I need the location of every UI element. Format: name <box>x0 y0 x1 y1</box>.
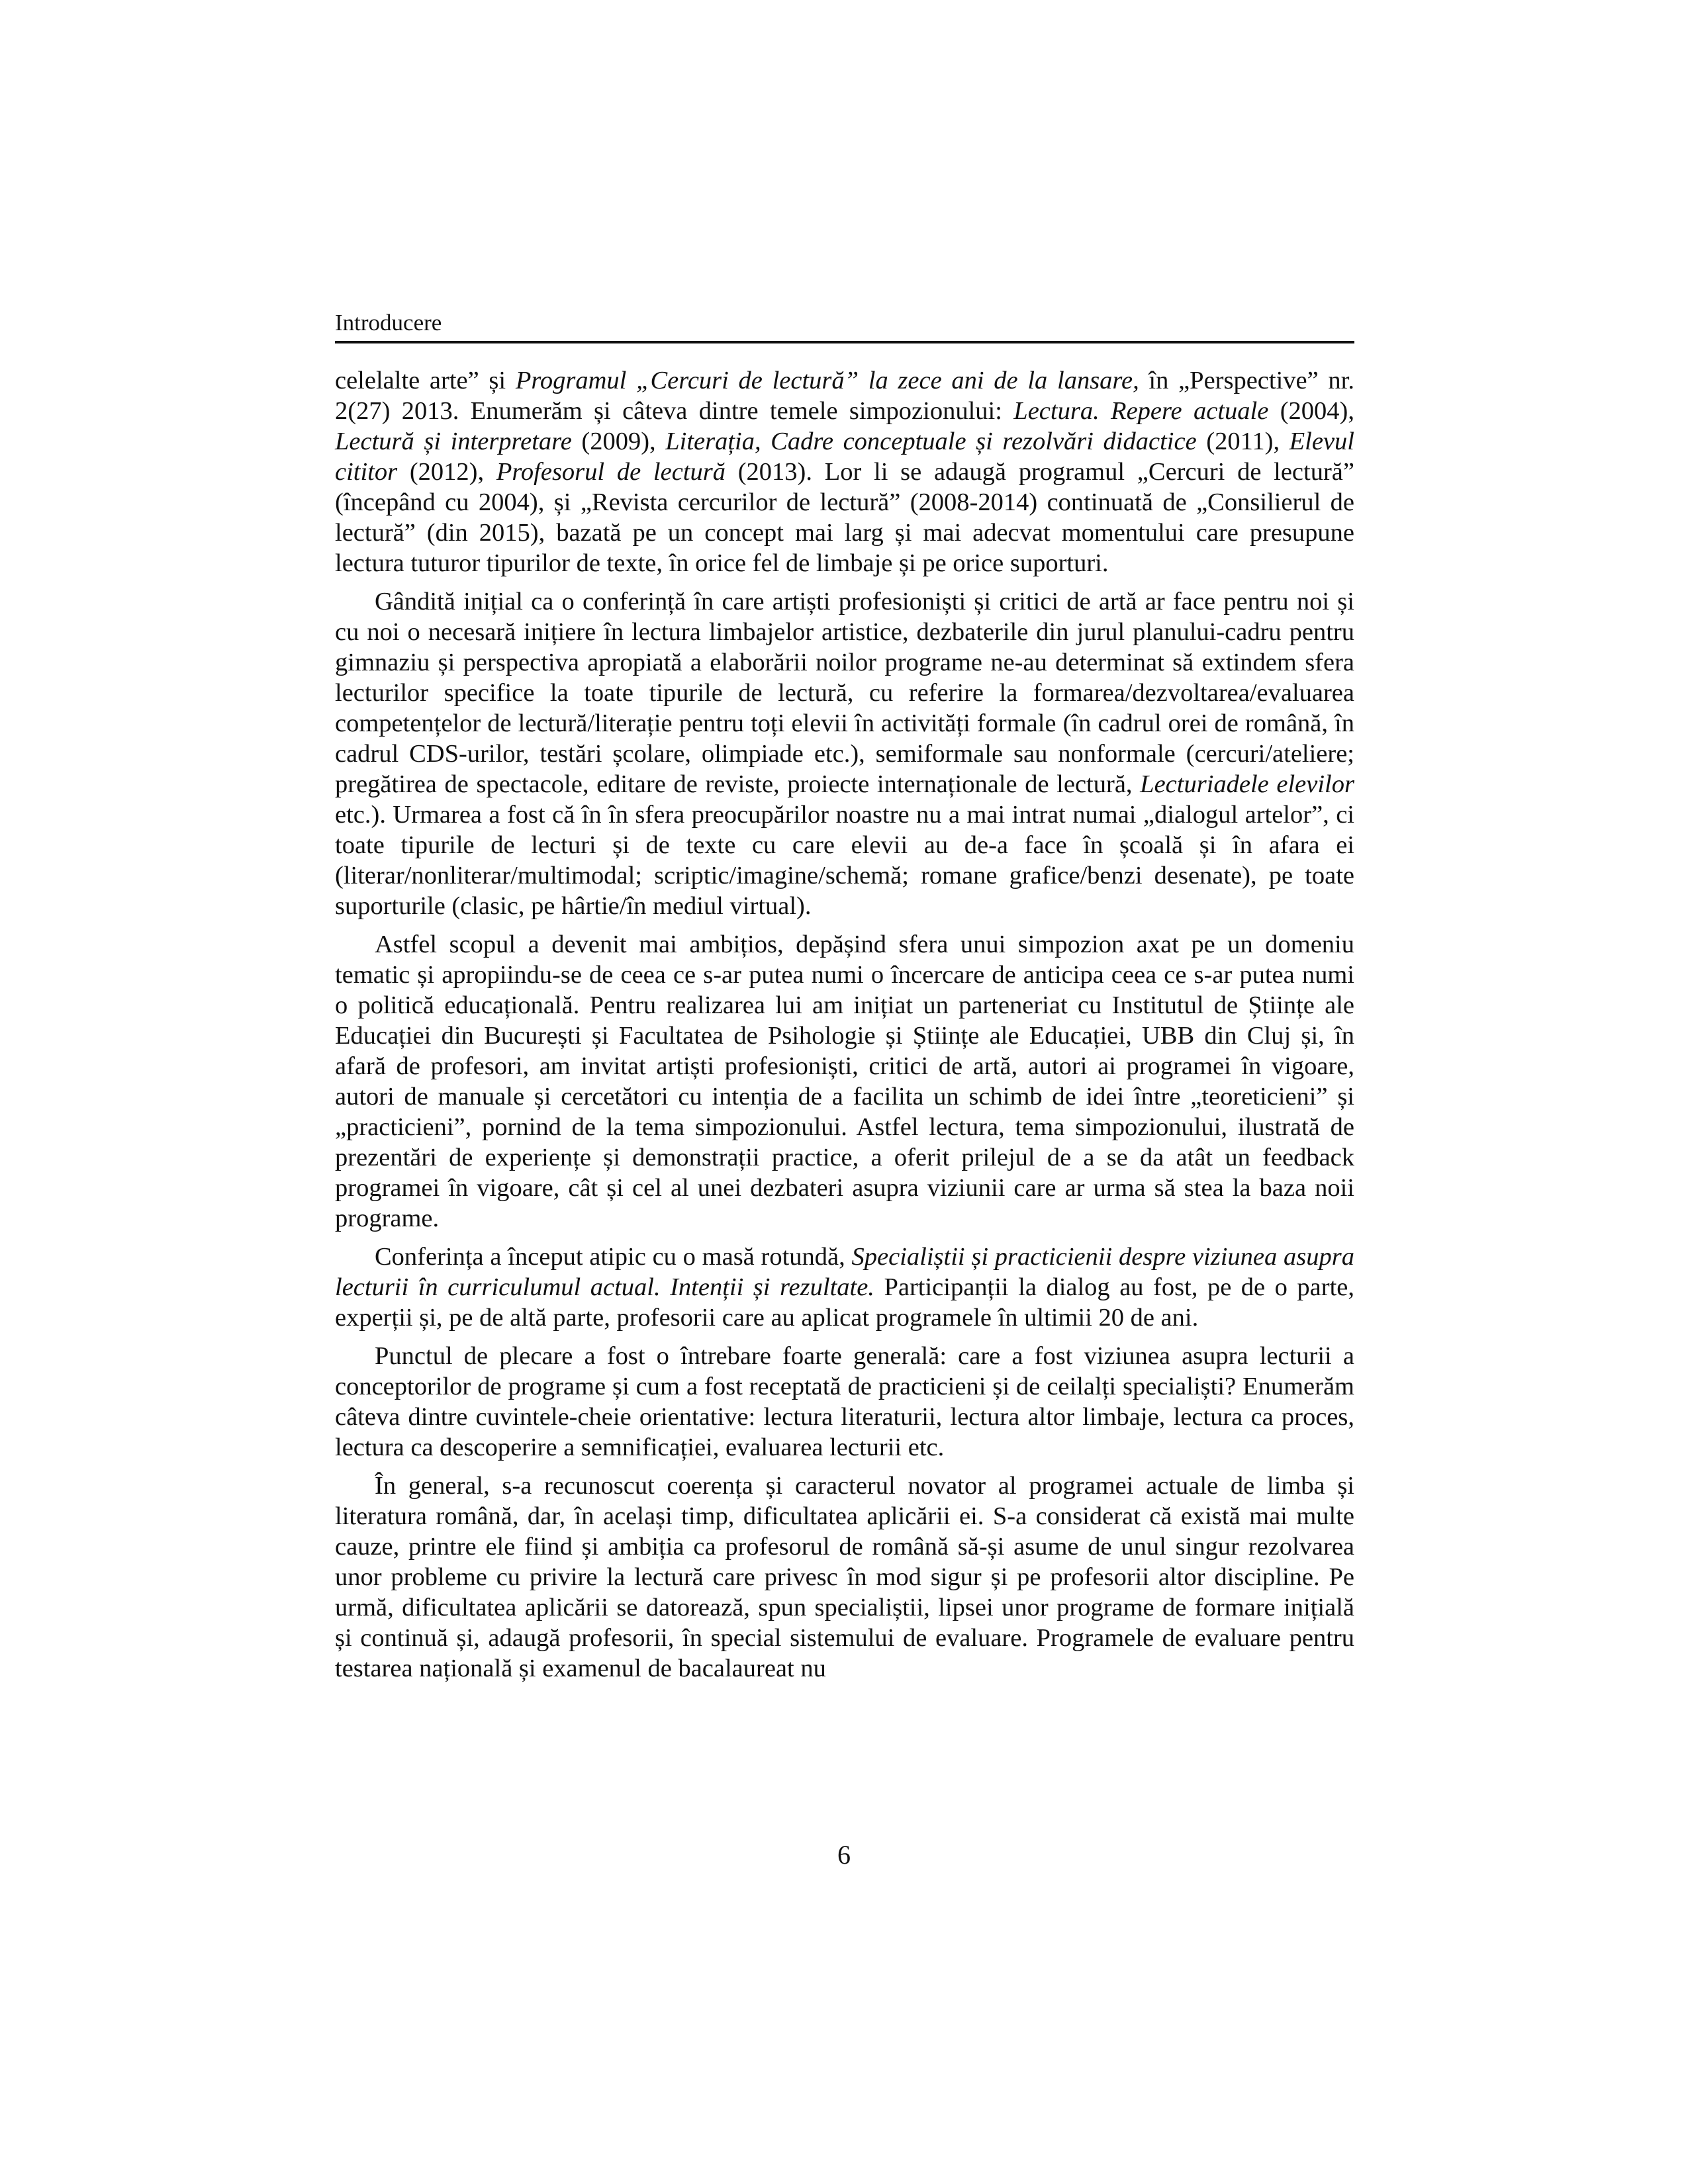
italic-title: Lecturiadele elevilor <box>1140 770 1354 798</box>
text-run: În general, s-a recunoscut coerența și caracterul novator al programei actuale de limba și literatura română, dar, în același timp, dificultatea aplicării ei. S-a considerat că există mai multe cauze, printre ele fiind și ambiția ca profesorul de română să-și asume de unul singur rezolvarea unor probleme cu privire la lectură care privesc în mod sigur și pe profesorii altor discipline. Pe urmă, dificultatea aplicării se datorează, spun specialiștii, lipsei unor programe de formare inițială și continuă și, adaugă profesorii, în special sistemului de evaluare. Programele de evaluare pentru testarea națională și examenul de bacalaureat nu <box>335 1472 1354 1682</box>
running-header: Introducere <box>335 310 442 336</box>
italic-title: Programul „Cercuri de lectură” la zece ani de la lansare, <box>515 367 1139 394</box>
text-run: (2004), <box>1268 397 1354 425</box>
text-run: Punctul de plecare a fost o întrebare foarte generală: care a fost viziunea asupra lecturii a conceptorilor de programe și cum a fost receptată de practicieni și de ceilalți specialiști? Enumerăm câteva dintre cuvintele-cheie orientative: lectura literaturii, lectura altor limbaje, lectura ca proces, lectura ca descoperire a semnificației, evaluarea lecturii etc. <box>335 1342 1354 1461</box>
paragraph-3 <box>335 929 1354 1234</box>
text-run: în „Perspective” nr. 2(27) 2013. Enumerăm și câteva dintre temele simpozionului: <box>335 367 1354 425</box>
text-run: Participanții la dialog au fost, pe de o parte, experții și, pe de altă parte, profesorii care au aplicat programele în ultimii 20 de ani. <box>335 1273 1354 1332</box>
text-run: (2012), <box>397 458 496 486</box>
paragraph-6 <box>335 1471 1354 1684</box>
text-run: Gândită inițial ca o conferință în care artiști profesioniști și critici de artă ar face pentru noi și cu noi o necesară inițiere în lectura limbajelor artistice, dezbaterile din jurul planului-cadru pentru gimnaziu și perspectiva apropiată a elaborării noilor programe ne-au determinat să extindem sfera lecturilor specifice la toate tipurile de lectură, cu referire la formarea/dezvoltarea/evaluarea competențelor de lectură/literație pentru toți elevii în activități formale (în cadrul orei de română, în cadrul CDS-urilor, testări școlare, olimpiade etc.), semiformale sau nonformale (cercuri/ateliere; pregătirea de spectacole, editare de reviste, proiecte internaționale de lectură, <box>335 588 1354 798</box>
italic-title: Profesorul de lectură <box>496 458 726 486</box>
body-text <box>335 365 1354 1692</box>
italic-title: Lectură și interpretare <box>335 428 572 455</box>
paragraph-2 <box>335 586 1354 921</box>
text-run: celelalte arte” și <box>335 367 516 394</box>
page-number: 6 <box>837 1840 851 1870</box>
italic-title: Literația, Cadre conceptuale și rezolvări didactice <box>665 428 1197 455</box>
paragraph-5 <box>335 1341 1354 1463</box>
paragraph-1 <box>335 365 1354 578</box>
italic-title: Elevul cititor <box>335 428 1354 486</box>
italic-title: Lectura. Repere actuale <box>1013 397 1269 425</box>
text-run: Conferința a început atipic cu o masă rotundă, <box>375 1243 852 1271</box>
text-run: etc.). Urmarea a fost că în în sfera preocupărilor noastre nu a mai intrat numai „dialogul artelor”, ci toate tipurile de lecturi și de texte cu care elevii au de-a face în școală și în afara ei (literar/nonliterar/multimodal; scriptic/imagine/schemă; romane grafice/benzi desenate), pe toate suporturile (clasic, pe hârtie/în mediul virtual). <box>335 801 1354 920</box>
text-run: (2009), <box>571 428 666 455</box>
text-run: (2013). Lor li se adaugă programul „Cercuri de lectură” (începând cu 2004), și „Revista cercurilor de lectură” (2008-2014) continuată de „Consilierul de lectură” (din 2015), bazată pe un concept mai larg și mai adecvat momentului care presupune lectura tuturor tipurilor de texte, în orice fel de limbaje și pe orice suporturi. <box>335 458 1354 577</box>
italic-title: Specialiștii și practicienii despre viziunea asupra lecturii în curriculumul actual. Intenții și rezultate. <box>335 1243 1354 1301</box>
text-run: (2011), <box>1196 428 1289 455</box>
text-run: Astfel scopul a devenit mai ambițios, depășind sfera unui simpozion axat pe un domeniu tematic și apropiindu-se de ceea ce s-ar putea numi o încercare de anticipa ceea ce s-ar putea numi o politică educațională. Pentru realizarea lui am inițiat un parteneriat cu Institutul de Științe ale Educației din București și Facultatea de Psihologie și Științe ale Educației, UBB din Cluj și, în afară de profesori, am invitat artiști profesioniști, critici de artă, autori ai programei în vigoare, autori de manuale și cercetători cu intenția de a facilita un schimb de idei între „teoreticieni” și „practicieni”, pornind de la tema simpozionului. Astfel lectura, tema simpozionului, ilustrată de prezentări de experiențe și demonstrații practice, a oferit prilejul de a se da atât un feedback programei în vigoare, cât și cel al unei dezbateri asupra viziunii care ar urma să stea la baza noii programe. <box>335 931 1354 1232</box>
header-rule <box>335 341 1354 343</box>
paragraph-4 <box>335 1242 1354 1333</box>
